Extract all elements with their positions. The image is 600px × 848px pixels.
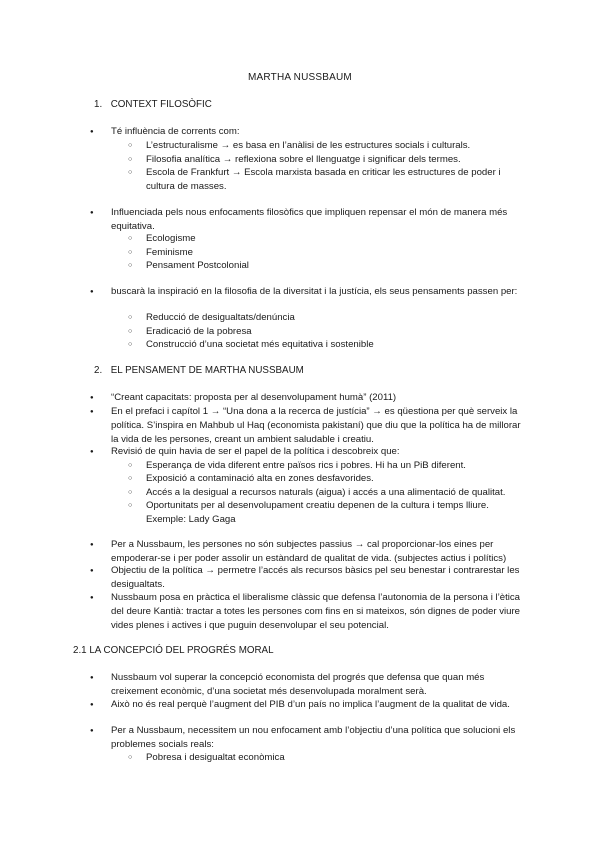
sub-bullet-item: ○ Accés a la desigual a recursos naturals (aigua) i accés a una alimentació de qualitat.: [146, 486, 530, 500]
bullet-item: ● Per a Nussbaum, les persones no són subjectes passius → cal proporcionar-los eines per empoderar-se i per poder assolir un estàndard de qualitat de vida. (subjectes actius i polítics): [111, 538, 529, 566]
sub-bullet-item: ○ Eradicació de la pobresa: [146, 325, 530, 339]
document-title: MARTHA NUSSBAUM: [248, 72, 352, 83]
sub-bullet-item: ○ Feminisme: [146, 246, 530, 260]
section-1-heading: [94, 99, 212, 110]
bullet-item: ● Té influència de corrents com:: [111, 125, 529, 139]
sub-bullet-item: ○ L’estructuralisme → es basa en l’anàlisi de les estructures socials i culturals.: [146, 139, 530, 153]
section-2-heading: [94, 365, 304, 376]
sub-bullet-item: ○ Reducció de desigualtats/denúncia: [146, 311, 530, 325]
subsection-2-1-heading: 2.1 LA CONCEPCIÓ DEL PROGRÉS MORAL: [73, 645, 274, 656]
bullet-item: ● buscarà la inspiració en la filosofia de la diversitat i la justícia, els seus pensaments passen per:: [111, 285, 529, 299]
bullet-item: ● Influenciada pels nous enfocaments filosòfics que impliquen repensar el món de manera més equitativa.: [111, 206, 529, 234]
sub-bullet-item: ○ Oportunitats per al desenvolupament creatiu depenen de la cultura i temps lliure. Exemple: Lady Gaga: [146, 499, 530, 526]
section-title: EL PENSAMENT DE MARTHA NUSSBAUM: [110, 365, 304, 376]
sub-bullet-item: ○ Pensament Postcolonial: [146, 259, 530, 273]
bullet-item: ● En el prefaci i capítol 1 → “Una dona a la recerca de justícia” → es qüestiona per què serveix la política. S’inspira en Mahbub ul Haq (economista pakistaní) que diu que la política ha de millorar la vida de les persones, creant un ambient saludable i creatiu.: [111, 405, 529, 447]
bullet-item: ● Nussbaum vol superar la concepció economista del progrés que defensa que quan més creixement econòmic, d’una societat més desenvolupada moralment serà.: [111, 671, 529, 699]
section-number: 2.: [94, 365, 103, 376]
bullet-item: ● Nussbaum posa en pràctica el liberalisme clàssic que defensa l’autonomia de la persona i l’ètica del deure Kantià: tractar a totes les persones com fins en si mateixos, són dignes de poder viure vides plenes i actives i que puguin desenvolupar el seu potencial.: [111, 591, 529, 633]
bullet-item: ● Per a Nussbaum, necessitem un nou enfocament amb l’objectiu d’una política que solucioni els problemes socials reals:: [111, 724, 529, 752]
sub-bullet-item: ○ Construcció d’una societat més equitativa i sostenible: [146, 338, 530, 352]
sub-bullet-item: ○ Escola de Frankfurt → Escola marxista basada en criticar les estructures de poder i cultura de masses.: [146, 166, 530, 193]
section-number: 1.: [94, 99, 103, 110]
sub-bullet-item: ○ Esperança de vida diferent entre països rics i pobres. Hi ha un PiB diferent.: [146, 459, 530, 473]
bullet-item: ● Revisió de quin havia de ser el papel de la política i descobreix que:: [111, 445, 529, 459]
bullet-item: ● Això no és real perquè l’augment del PIB d’un país no implica l’augment de la qualitat de vida.: [111, 698, 529, 712]
sub-bullet-item: ○ Filosofia analítica → reflexiona sobre el llenguatge i significar dels termes.: [146, 153, 530, 167]
bullet-item: ● “Creant capacitats: proposta per al desenvolupament humà” (2011): [111, 391, 529, 405]
sub-bullet-item: ○ Exposició a contaminació alta en zones desfavorides.: [146, 472, 530, 486]
section-title: CONTEXT FILOSÒFIC: [110, 99, 212, 110]
sub-bullet-item: ○ Ecologisme: [146, 232, 530, 246]
bullet-item: ● Objectiu de la política → permetre l’accés als recursos bàsics pel seu benestar i contrarestar les desigualtats.: [111, 564, 529, 592]
sub-bullet-item: ○ Pobresa i desigualtat econòmica: [146, 751, 530, 765]
